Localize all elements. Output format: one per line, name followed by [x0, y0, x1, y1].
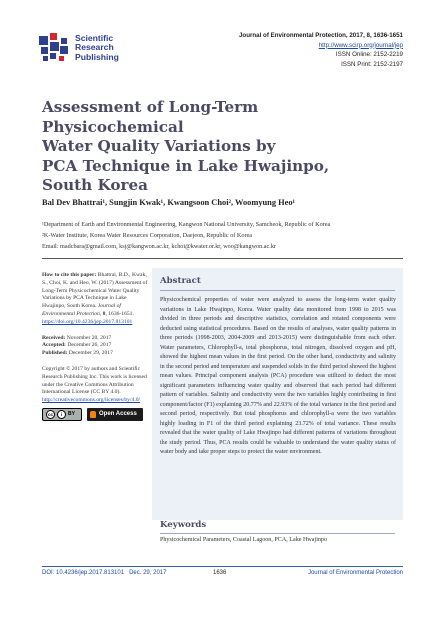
issn-print: ISSN Print: 2152-2197 — [341, 60, 403, 68]
footer-divider — [42, 566, 403, 567]
author-emails: Email: madcbara@gmail.com, ksj@kangwon.ac.kr, kchoi@kwater.or.kr, woo@kangwon.ac.kr — [42, 242, 276, 250]
person-icon: i — [57, 410, 66, 419]
publisher-logo[interactable] — [38, 32, 156, 68]
footer-journal-name: Journal of Environmental Protection — [307, 570, 403, 576]
keywords-divider — [160, 533, 395, 534]
affiliation-2: ²K-Water Institute, Korea Water Resources Corporation, Daejeon, Republic of Korea — [42, 231, 253, 239]
scirp-logo-icon — [38, 32, 72, 66]
journal-citation: Journal of Environmental Protection, 2017, 8, 1636-1651 — [238, 32, 403, 39]
footer-doi-date — [42, 570, 166, 576]
issn-online: ISSN Online: 2152-2219 — [335, 51, 403, 59]
doi-link[interactable]: https://doi.org/10.4236/jep.2017.813101 — [42, 318, 133, 325]
copyright-block: Copyright © 2017 by authors and Scientific Research Publishing Inc. This work is licensed under the Creative Commons Attribution International License (CC BY 4.0). http://creativecommons.org/licenses/by/4.0/ cc i BY Open Access — [42, 366, 149, 421]
open-lock-icon — [90, 411, 96, 418]
footer-doi-link[interactable]: DOI: 10.4236/jep.2017.813101 — [42, 570, 125, 576]
affiliation-1: ¹Department of Earth and Environmental Engineering, Kangwon National University, Samcheok, Republic of Korea — [42, 221, 331, 228]
author-list: Bal Dev Bhattrai¹, Sungjin Kwak¹, Kwangsoon Choi², Woomyung Heo¹ — [42, 198, 296, 207]
journal-info — [239, 31, 403, 69]
article-sidebar — [42, 272, 149, 421]
license-link[interactable]: http://creativecommons.org/licenses/by/4.0/ — [42, 397, 141, 404]
abstract-heading: Abstract — [160, 276, 201, 286]
publisher-name: Scientific Research Publishing — [75, 33, 119, 62]
footer-date: Dec. 29, 2017 — [129, 570, 167, 576]
page-number: 1636 — [213, 570, 227, 576]
abstract-divider — [160, 290, 395, 291]
abstract-text: Physicochemical properties of water were analyzed to assess the long-term water quality variations in Lake Hwajinpo, Korea. Water quality data monitored from 1998 to 2015 was divided in three periods and descriptive statistics, correlation and rotated components were deducted using statistical procedures. Based on the results of analyses, water quality patterns in three periods (1998-2003, 2004-2009 and 2013-2015) were distinguishable from each other. Water parameters, Chlorophyll-a, total phosphorus, total nitrogen, dissolved oxygen and pH, showed the highest mean values in the first period. On the other hand, conductivity and salinity in the second period and temperature and suspended solids in the third period showed the highest mean values. Principal component analysis (PCA) procedure was utilized to deduct the most significant parameters influencing water quality and observed that each period had different pattern of variables. Salinity and conductivity were the two variables highly contributing in first component/factor (F1) explaining 20.77% and 22.93% of the total variance in the first period and second period, respectively. But total phosphorus and chlorophyll-a were the two variables highly loading in F1 of the third period explaining 23.72% of total variance. These results revealed that the water quality of Lake Hwajinpo had different patterns of variations throughout the study period. Thus, PCA results could be valuable to understand the water quality status of water body and take proper steps to protect the water environment. — [160, 297, 396, 456]
cc-icon: cc — [47, 411, 53, 417]
keywords-text: Physicochemical Parameters, Coastal Lagoon, PCA, Lake Hwajinpo — [160, 537, 328, 543]
affiliations — [42, 220, 330, 252]
citation-block: How to cite this paper: Bhattrai, B.D., Kwak, S., Choi, K. and Heo, W. (2017) Assessment of Long-Term Physicochemical Water Quality Variations by PCA Technique in Lake Hwajinpo, South Korea. Journal of Environmental Protection, 8, 1636-1651. https://doi.org/10.4236/jep.2017.813101 — [42, 272, 148, 325]
keywords-heading: Keywords — [160, 520, 207, 530]
dates-block: Received: November 20, 2017 Accepted: December 26, 2017 Published: December 29, 2017 — [42, 334, 113, 357]
journal-url-link[interactable]: http://www.scirp.org/journal/jep — [318, 41, 403, 49]
open-access-badge[interactable]: Open Access — [87, 408, 143, 421]
paper-title: Assessment of Long-Term Physicochemical Water Quality Variations by PCA Technique in Lake Hwajinpo, South Korea — [42, 98, 330, 195]
cc-by-badge[interactable]: cc i BY — [42, 408, 82, 421]
header-divider — [42, 258, 403, 259]
